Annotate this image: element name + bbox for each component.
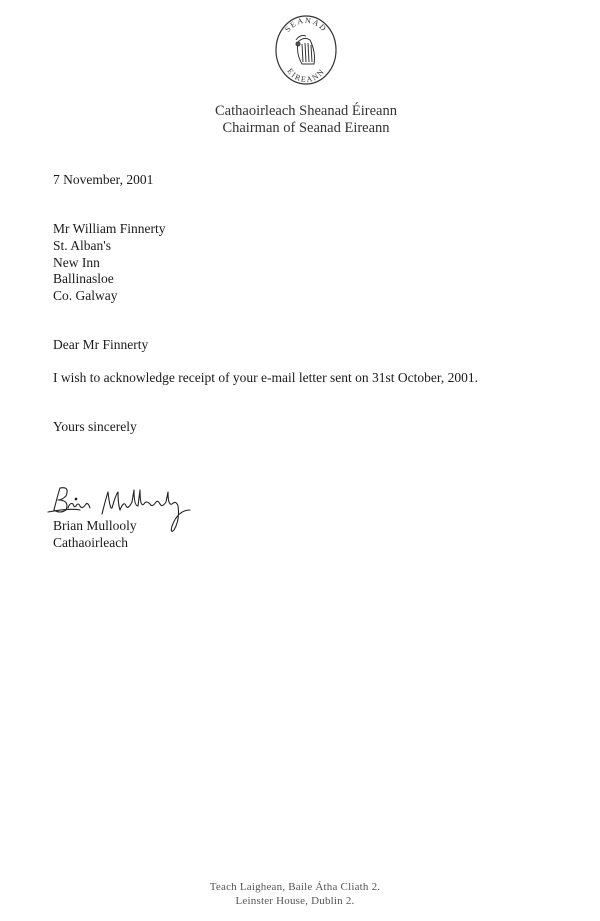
letter-date: 7 November, 2001: [53, 172, 154, 187]
salutation: Dear Mr Finnerty: [53, 337, 149, 352]
svg-text:EIREANN: [285, 67, 326, 85]
letterhead: [0, 103, 600, 137]
seal-text-bottom: EIREANN: [285, 66, 327, 85]
letterhead-irish-title: Cathaoirleach Sheanad Éireann: [215, 103, 397, 119]
seanad-seal-logo: [274, 14, 338, 86]
closing: Yours sincerely: [53, 419, 137, 434]
svg-text:SEANAD: [283, 16, 329, 34]
harp-icon: [296, 36, 315, 65]
address-line: St. Alban's: [53, 237, 111, 253]
footer-irish-address: Teach Laighean, Baile Átha Cliath 2.: [209, 881, 381, 893]
signer-block: [53, 518, 137, 551]
signer-title: Cathaoirleach: [53, 534, 128, 550]
signer-name: Brian Mullooly: [53, 518, 137, 533]
letterhead-english-title: Chairman of Seanad Eireann: [222, 120, 390, 136]
footer-english-address: Leinster House, Dublin 2.: [235, 895, 355, 907]
address-line: Mr William Finnerty: [53, 221, 166, 236]
letter-body: I wish to acknowledge receipt of your e-mail letter sent on 31st October, 2001.: [53, 370, 478, 385]
address-line: Ballinasloe: [53, 271, 114, 287]
address-line: New Inn: [53, 254, 100, 270]
footer-address: [0, 880, 590, 908]
address-line: Co. Galway: [53, 288, 118, 304]
seal-text-top: SEANAD: [283, 15, 329, 34]
recipient-address: [53, 221, 165, 305]
